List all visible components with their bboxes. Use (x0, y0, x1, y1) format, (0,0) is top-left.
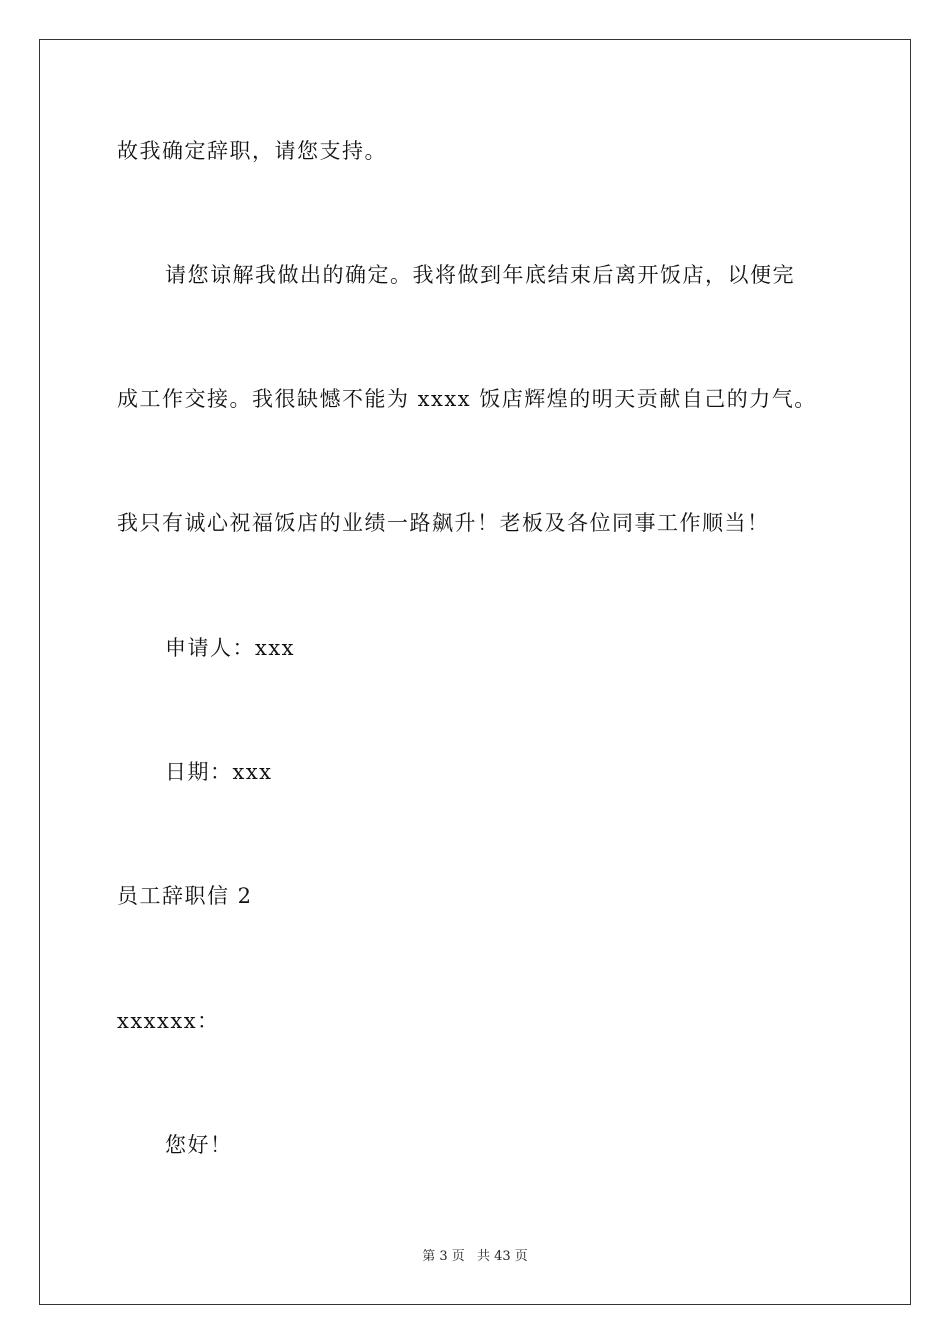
page-current: 第 3 页 (422, 1249, 465, 1264)
page-footer (0, 1248, 950, 1266)
section-title: 员工辞职信 2 (117, 884, 253, 908)
date-line: 日期：xxx (165, 760, 273, 784)
paragraph-line-4: 我只有诚心祝福饭店的业绩一路飙升！老板及各位同事工作顺当！ (117, 511, 770, 535)
page-frame (39, 39, 911, 1305)
paragraph-line-2: 请您谅解我做出的确定。我将做到年底结束后离开饭店，以便完 (165, 263, 795, 287)
applicant-line: 申请人：xxx (165, 636, 296, 660)
salutation-line: xxxxxx： (117, 1009, 220, 1033)
paragraph-line-3: 成工作交接。我很缺憾不能为 xxxx 饭店辉煌的明天贡献自己的力气。 (117, 387, 817, 411)
greeting-line: 您好！ (165, 1133, 233, 1157)
paragraph-line-1: 故我确定辞职，请您支持。 (117, 139, 387, 163)
page-total: 共 43 页 (476, 1249, 528, 1264)
